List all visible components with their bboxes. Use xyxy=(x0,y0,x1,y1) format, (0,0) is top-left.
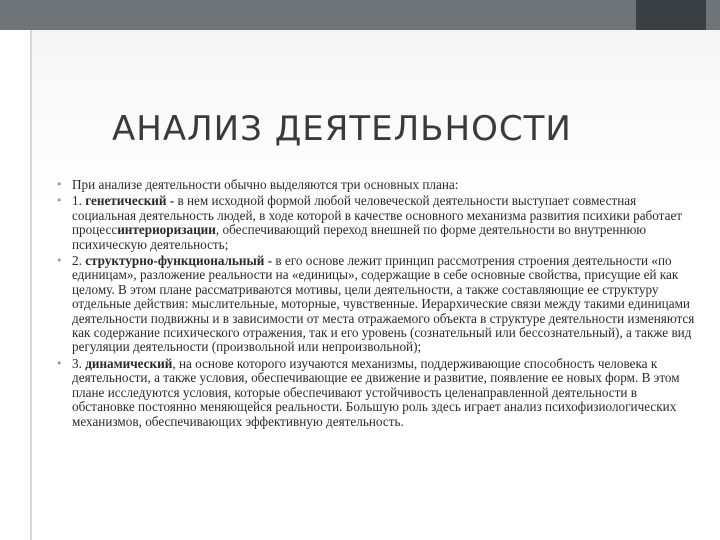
bullet-item-4 xyxy=(56,357,696,429)
bullet-text: При анализе деятельности обычно выделяются три основных плана: xyxy=(72,177,459,192)
header-bar-accent xyxy=(706,0,720,30)
slide-body xyxy=(56,178,696,431)
bullet-icon: • xyxy=(56,356,63,370)
bullet-text: в нем исходной формой любой человеческой деятельности выступает совместная социальная деятельность людей, в ходе которой в качестве основного механизма развития психики работает процесс xyxy=(72,193,683,238)
bullet-icon: • xyxy=(56,178,63,191)
bullet-text: в его основе лежит принцип рассмотрения строения деятельности «по единицам», разложение реальности на «единицы», содержащие в себе основные свойства, присущие ей как целому. В этом плане рассматриваются мотивы, цели деятельности, а также составляющие ее структуру отдельные действия: мыслительные, моторные, чувственные. Иерархические связи между такими единицами деятельности подвижны и в зависимости от места отражаемого объекта в структуре деятельности изменяются как содержание психического отражения, так и его уровень (сознательный или бессознательный), а также вид регуляции деятельности (произвольной или непроизвольной); xyxy=(72,253,695,355)
term-dynamic: динамический xyxy=(81,355,173,371)
bullet-icon: • xyxy=(56,254,63,268)
term-interiorization: интериоризации xyxy=(117,222,216,238)
bullet-item-2 xyxy=(56,194,696,252)
bullet-text: , на основе которого изучаются механизмы, поддерживающие способность человека к деятельности, а также условия, обеспечивающие ее движение и развитие, появление ее новых форм. В этом плане исследуются условия, которые обеспечивают устойчивость целенаправленной деятельности в обстановке постоянно меняющейся реальности. Большую роль здесь играет анализ психофизиологических механизмов, обеспечивающих эффективную деятельность. xyxy=(72,355,680,429)
left-divider xyxy=(30,30,32,540)
item-number: 1. xyxy=(72,193,82,209)
bullet-item-1 xyxy=(56,178,696,192)
slide-title: АНАЛИЗ ДЕЯТЕЛЬНОСТИ xyxy=(112,109,572,149)
term-structural: структурно-функциональный - xyxy=(81,253,273,269)
bullet-text-cont: , обеспечивающий переход внешней по форме деятельности во внутреннюю психическую деятельность; xyxy=(72,222,647,252)
term-genetic: генетический - xyxy=(81,193,175,209)
bullet-icon: • xyxy=(56,194,63,208)
item-number: 3. xyxy=(72,355,82,371)
item-number: 2. xyxy=(72,253,82,269)
header-bar xyxy=(0,0,720,30)
header-bar-gray xyxy=(0,0,636,30)
bullet-item-3 xyxy=(56,254,696,355)
